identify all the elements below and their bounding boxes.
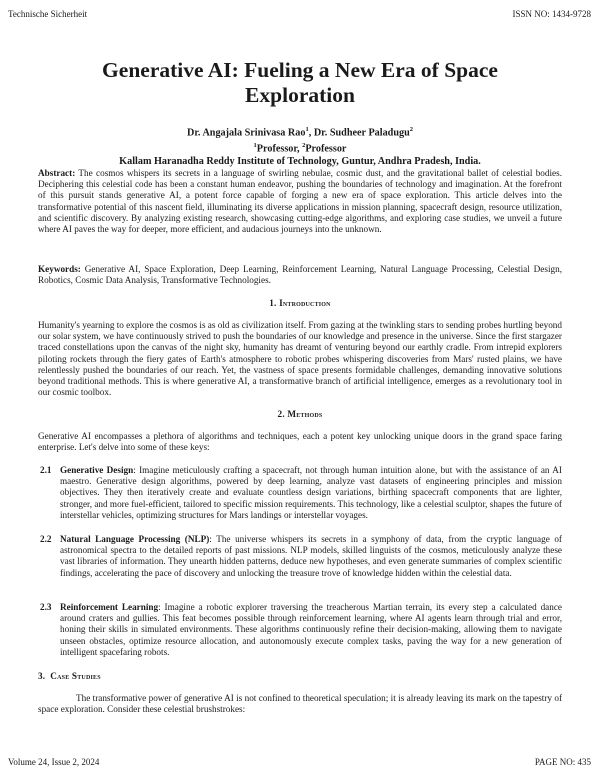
subsection-2-3-body: : Imagine a robotic explorer traversing the treacherous Martian terrain, its every step a calculated dance around craters and gullies. This feat becomes possible through reinforcement learning, where AI agents learn through trial and error, honing their skills in simulated environments. These algorithms continuously refine their decision-making, allowing them to navigate unseen obstacles, optimize resource allocation, and autonomously execute complex tasks, paving the way for a new generation of intelligent spacefaring robots. (60, 602, 562, 657)
subsection-2-2-text (60, 534, 562, 579)
methods-text: Generative AI encompasses a plethora of algorithms and techniques, each a potent key unlocking unique doors in the grand space faring enterprise. Let's delve into some of these keys: (38, 431, 562, 453)
author-names (40, 124, 560, 140)
subsection-2-1 (40, 465, 562, 521)
subsection-2-2-number: 2.2 (40, 534, 52, 544)
author-1-sup: 1 (305, 126, 309, 133)
title-line-1: Generative AI: Fueling a New Era of Space (102, 58, 498, 82)
subsection-2-3-label: Reinforcement Learning (60, 602, 159, 612)
role-1: Professor, (256, 143, 303, 155)
affiliation: Kallam Haranadha Reddy Institute of Technology, Guntur, Andhra Pradesh, India. (119, 155, 481, 167)
subsection-2-1-number: 2.1 (40, 465, 52, 475)
abstract (38, 168, 562, 235)
subsection-2-1-body: : Imagine meticulously crafting a spacecraft, not through human intuition alone, but with the assistance of an AI maestro. Generative design algorithms, powered by deep learning, analyze vast datasets of engineering principles and mission objectives. They then iteratively create and evaluate countless design variations, birthing spacecraft components that are lighter, stronger, and more fuel-efficient, tailored to specific mission requirements. This technology, like a celestial sculptor, shapes the future of interstellar vehicles, optimizing structures for Mars landings or interstellar voyages. (60, 465, 562, 520)
section-1-heading (38, 298, 562, 308)
title-line-2: Exploration (245, 83, 355, 107)
footer-volume: Volume 24, Issue 2, 2024 (8, 757, 100, 767)
section-3-number: 3. (38, 671, 46, 681)
abstract-text: The cosmos whispers its secrets in a language of swirling nebulae, cosmic dust, and the gravitational ballet of celestial bodies. Deciphering this celestial code has been a constant human endeavor, pushing the boundaries of technology and imagination. At the forefront of this pursuit stands generative AI, a potent force capable of forging a new era of space exploration. This article delves into the transformative potential of this nascent field, illuminating its diverse applications in mission planning, spacecraft design, resource utilization, and scientific discovery. By analyzing existing research, showcasing cutting-edge algorithms, and exploring case studies, we unveil a future where AI paves the way for deeper, more efficient, and audacious journeys into the unknown. (38, 168, 562, 235)
section-3-title: Case Studies (50, 671, 101, 681)
subsection-2-2-label: Natural Language Processing (NLP) (60, 534, 210, 544)
issn-number: ISSN NO: 1434-9728 (512, 9, 591, 19)
section-1-number: 1. (269, 298, 277, 308)
keywords-text: Generative AI, Space Exploration, Deep Learning, Reinforcement Learning, Natural Language Processing, Celestial Design, Robotics, Cosmic Data Analysis, Transformative Technologies. (38, 264, 562, 286)
section-2-heading (38, 409, 562, 419)
footer-page: PAGE NO: 435 (534, 757, 591, 767)
section-2-title: Methods (287, 409, 323, 419)
author-block (40, 124, 560, 168)
role-2-sup: 2 (302, 141, 306, 149)
subsection-2-2-body: : The universe whispers its secrets in a symphony of data, from the cryptic language of astronomical spectra to the detailed reports of past missions. NLP models, skilled linguists of the cosmos, meticulously analyze these vast libraries of information. They unearth hidden patterns, deduce new hypotheses, and even generate summaries of complex scientific findings, accelerating the pace of discovery and unlocking the treasure trove of knowledge hidden within the celestial data. (60, 534, 562, 578)
case-studies-text: The transformative power of generative AI is not confined to theoretical speculation; it is already leaving its mark on the tapestry of space exploration. Consider these celestial brushstrokes: (38, 693, 562, 715)
subsection-2-3 (40, 602, 562, 658)
role-2: Professor (305, 143, 347, 155)
journal-name: Technische Sicherheit (8, 9, 88, 19)
keywords-label: Keywords: (38, 264, 81, 274)
author-2: Dr. Sudheer Paladugu (313, 127, 410, 139)
subsection-2-2 (40, 534, 562, 579)
section-3-heading (38, 671, 101, 681)
introduction-text: Humanity's yearning to explore the cosmos is as old as civilization itself. From gazing at the twinkling stars to sending probes hurtling beyond our solar system, we have continuously strived to push the boundaries of our knowledge and presence in the universe. Since the first stargazer traced constellations upon the canvas of the night sky, humanity has dreamt of venturing beyond our earthly cradle. From intrepid explorers piloting rockets through the fiery gates of Earth's atmosphere to robotic probes whispering discoveries from Mars' rusted plains, we have relentlessly pushed the boundaries of our reach. Yet, the vastness of space presents formidable challenges, demanding innovative solutions beyond traditional methods. This is where generative AI, a transformative branch of artificial intelligence, emerges as a revolutionary tool in our cosmic toolbox. (38, 320, 562, 398)
role-1-sup: 1 (253, 141, 257, 149)
subsection-2-1-label: Generative Design (60, 465, 134, 475)
author-separator: , (308, 127, 314, 139)
section-1-title: Introduction (279, 298, 331, 308)
subsection-2-3-number: 2.3 (40, 602, 52, 612)
author-1: Dr. Angajala Srinivasa Rao (186, 127, 306, 139)
author-2-sup: 2 (409, 126, 414, 133)
subsection-2-3-text (60, 602, 562, 658)
subsection-2-1-text (60, 465, 562, 521)
section-2-number: 2. (277, 409, 285, 419)
paper-title (40, 58, 560, 108)
author-roles (40, 140, 560, 156)
keywords (38, 264, 562, 286)
abstract-label: Abstract: (38, 168, 76, 178)
